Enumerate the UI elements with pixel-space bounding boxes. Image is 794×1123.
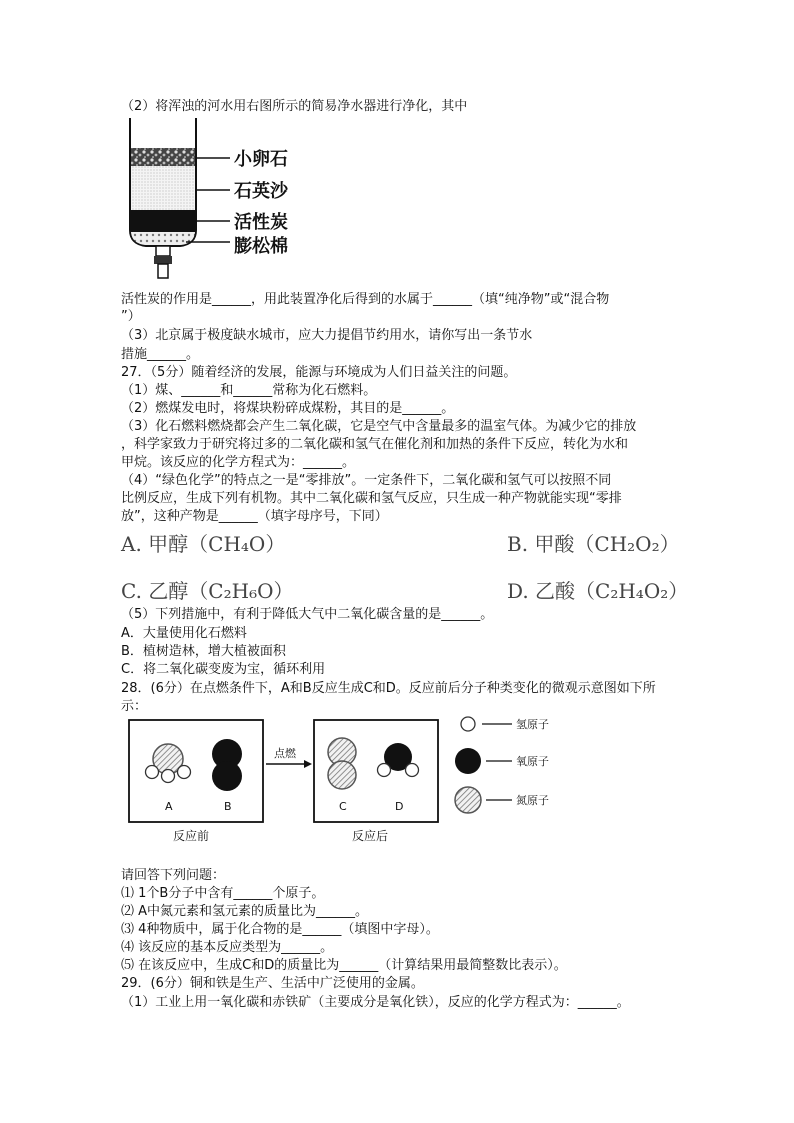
q28-prompt: 请回答下列问题： xyxy=(121,868,226,883)
q27-part1: （1）煤、______和______常称为化石燃料。 xyxy=(121,383,377,398)
label-quartz-sand: 石英沙 xyxy=(234,181,288,202)
label-activated-carbon: 活性炭 xyxy=(234,212,288,233)
molecule-c xyxy=(328,738,356,789)
q28-header-cont: 示： xyxy=(121,699,148,714)
molecule-b xyxy=(212,739,242,791)
before-caption: 反应前 xyxy=(173,829,210,843)
legend-hydrogen: 氢原子 xyxy=(516,718,549,731)
outlet-tube xyxy=(156,246,170,256)
choice-b xyxy=(507,528,680,557)
choice-d-letter: D. xyxy=(507,579,529,603)
legend-oxygen: 氧原子 xyxy=(516,755,549,768)
q28-item-3: ⑶ 4种物质中，属于化合物的是______（填图中字母）。 xyxy=(121,922,439,937)
q27-part4-cont1: 比例反应，生成下列有机物。其中二氧化碳和氢气反应，只生成一种产物就能实现“零排 xyxy=(121,491,622,506)
q26-part2-question: 活性炭的作用是______，用此装置净化后得到的水属于______（填“纯净物”或“混合物 xyxy=(121,292,610,307)
choice-b-name: 甲酸 xyxy=(534,532,575,556)
label-pebbles: 小卵石 xyxy=(234,149,288,170)
label-c: C xyxy=(339,800,347,813)
q28-item-1: ⑴ 1个B分子中含有______个原子。 xyxy=(121,886,325,901)
q27-part4: （4）“绿色化学”的特点之一是“零排放”。一定条件下，二氧化碳和氢气可以按照不同 xyxy=(121,473,612,488)
choice-d-formula: （C₂H₄O₂） xyxy=(575,579,689,603)
molecule-a xyxy=(146,744,191,783)
choice-c xyxy=(121,575,294,604)
label-d: D xyxy=(395,800,404,813)
activated-carbon-layer xyxy=(131,210,195,232)
q27-part3-cont1: ，科学家致力于研究将过多的二氧化碳和氢气在催化剂和加热的条件下反应，转化为水和 xyxy=(121,437,629,452)
quartz-sand-layer xyxy=(131,166,195,210)
q27-option-a: A．大量使用化石燃料 xyxy=(121,626,247,641)
cotton-layer xyxy=(131,232,195,245)
after-caption: 反应后 xyxy=(352,829,389,843)
legend-nitrogen: 氮原子 xyxy=(516,794,549,807)
legend-hydrogen-icon xyxy=(461,717,475,731)
q26-part3-cont: 措施______。 xyxy=(121,347,200,362)
pebble-layer xyxy=(131,148,195,166)
choice-c-formula: （C₂H₆O） xyxy=(188,579,294,603)
legend-oxygen-icon xyxy=(455,748,481,774)
q27-part3-cont2: 甲烷。该反应的化学方程式为：______。 xyxy=(121,455,356,470)
molecule-d xyxy=(378,743,419,777)
q27-part5: （5）下列措施中，有利于降低大气中二氧化碳含量的是______。 xyxy=(121,607,494,622)
q29-header: 29．(6分）铜和铁是生产、生活中广泛使用的金属。 xyxy=(121,976,424,991)
legend-nitrogen-icon xyxy=(455,787,481,813)
q26-part3: （3）北京属于极度缺水城市，应大力提倡节约用水，请你写出一条节水 xyxy=(121,328,533,343)
choice-a-name: 甲醇 xyxy=(148,532,189,556)
label-a: A xyxy=(165,800,173,813)
q27-part4-cont2: 放”，这种产物是______（填字母序号，下同） xyxy=(121,509,388,524)
choice-a-letter: A. xyxy=(121,532,142,556)
q28-item-5: ⑸ 在该反应中，生成C和D的质量比为______（计算结果用最简整数比表示）。 xyxy=(121,958,567,973)
choice-c-name: 乙醇 xyxy=(148,579,189,603)
choice-b-formula: （CH₂O₂） xyxy=(574,532,680,556)
q27-header: 27．（5分）随着经济的发展，能源与环境成为人们日益关注的问题。 xyxy=(121,365,517,380)
q28-header: 28．(6分）在点燃条件下，A和B反应生成C和D。反应前后分子种类变化的微观示意图如下所 xyxy=(121,681,656,696)
choice-d xyxy=(507,575,688,604)
q26-part2-question-cont: ”） xyxy=(121,309,141,324)
choice-a xyxy=(121,528,285,557)
legend xyxy=(455,717,549,813)
arrow-label: 点燃 xyxy=(274,747,296,760)
q28-item-4: ⑷ 该反应的基本反应类型为______。 xyxy=(121,940,334,955)
q27-option-c: C．将二氧化碳变废为宝，循环利用 xyxy=(121,662,326,677)
q28-item-2: ⑵ A中氮元素和氢元素的质量比为______。 xyxy=(121,904,369,919)
q29-part1: （1）工业上用一氧化碳和赤铁矿（主要成分是氧化铁），反应的化学方程式为：______。 xyxy=(121,995,630,1010)
water-filter-figure xyxy=(126,118,316,286)
choice-a-formula: （CH₄O） xyxy=(188,532,286,556)
choice-d-name: 乙酸 xyxy=(535,579,576,603)
q27-option-b: B．植树造林，增大植被面积 xyxy=(121,644,286,659)
q27-part3: （3）化石燃料燃烧都会产生二氧化碳，它是空气中含量最多的温室气体。为减少它的排放 xyxy=(121,419,637,434)
label-cotton: 膨松棉 xyxy=(234,236,288,257)
label-b: B xyxy=(224,800,232,813)
choice-b-letter: B. xyxy=(507,532,529,556)
reaction-diagram xyxy=(126,712,596,850)
q27-part2: （2）燃煤发电时，将煤块粉碎成煤粉，其目的是______。 xyxy=(121,401,455,416)
choice-c-letter: C. xyxy=(121,579,142,603)
q26-part2-intro: （2）将浑浊的河水用右图所示的简易净水器进行净化，其中 xyxy=(121,99,468,114)
